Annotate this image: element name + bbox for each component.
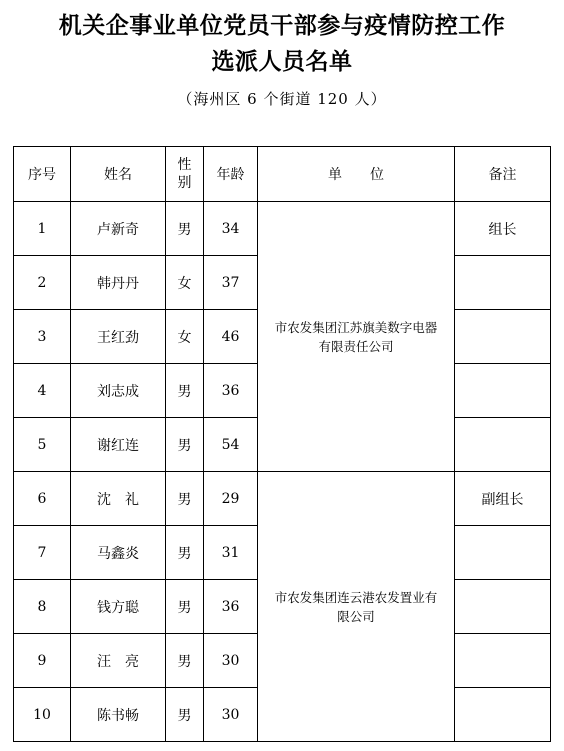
header-gender-label: 性 别 [177,157,192,191]
table-row [14,202,551,256]
cell-age: 29 [204,472,258,526]
cell-gender: 男 [166,526,204,580]
cell-unit: 市农发集团连云港农发置业有限公司 [258,472,455,742]
document-title-line1: 机关企事业单位党员干部参与疫情防控工作 [58,12,506,39]
cell-age: 30 [204,634,258,688]
table-row [14,472,551,526]
cell-name: 钱方聪 [71,580,166,634]
cell-gender: 男 [166,418,204,472]
cell-seq: 1 [14,202,71,256]
document-title-line2: 选派人员名单 [211,48,353,75]
cell-gender: 男 [166,202,204,256]
cell-gender: 男 [166,688,204,742]
cell-unit: 市农发集团江苏旗美数字电器有限责任公司 [258,202,455,472]
cell-name: 王红劲 [71,310,166,364]
header-gender [166,147,204,202]
cell-name: 韩丹丹 [71,256,166,310]
table-header-row [14,147,551,202]
cell-gender: 男 [166,364,204,418]
cell-gender: 男 [166,634,204,688]
cell-name: 谢红连 [71,418,166,472]
document-subtitle: （海州区 6 个街道 120 人） [177,90,387,108]
header-age: 年龄 [204,147,258,202]
cell-age: 31 [204,526,258,580]
header-name: 姓名 [71,147,166,202]
cell-seq: 6 [14,472,71,526]
cell-remark [455,256,551,310]
cell-remark [455,580,551,634]
cell-age: 36 [204,364,258,418]
cell-age: 46 [204,310,258,364]
cell-name: 马鑫炎 [71,526,166,580]
cell-name: 沈 礼 [71,472,166,526]
header-remark: 备注 [455,147,551,202]
cell-seq: 9 [14,634,71,688]
cell-remark [455,634,551,688]
cell-remark [455,526,551,580]
table-body [14,202,551,742]
cell-name: 卢新奇 [71,202,166,256]
cell-seq: 10 [14,688,71,742]
cell-remark [455,310,551,364]
cell-remark [455,688,551,742]
cell-gender: 男 [166,472,204,526]
cell-age: 30 [204,688,258,742]
cell-remark: 副组长 [455,472,551,526]
personnel-table [13,146,551,742]
cell-remark: 组长 [455,202,551,256]
cell-seq: 7 [14,526,71,580]
cell-seq: 4 [14,364,71,418]
cell-gender: 男 [166,580,204,634]
header-seq: 序号 [14,147,71,202]
cell-remark [455,418,551,472]
cell-gender: 女 [166,256,204,310]
cell-seq: 2 [14,256,71,310]
cell-seq: 5 [14,418,71,472]
header-unit: 单 位 [258,147,455,202]
cell-name: 刘志成 [71,364,166,418]
cell-seq: 3 [14,310,71,364]
cell-name: 汪 亮 [71,634,166,688]
cell-age: 34 [204,202,258,256]
cell-gender: 女 [166,310,204,364]
cell-name: 陈书畅 [71,688,166,742]
cell-seq: 8 [14,580,71,634]
cell-remark [455,364,551,418]
cell-age: 54 [204,418,258,472]
cell-age: 37 [204,256,258,310]
cell-age: 36 [204,580,258,634]
